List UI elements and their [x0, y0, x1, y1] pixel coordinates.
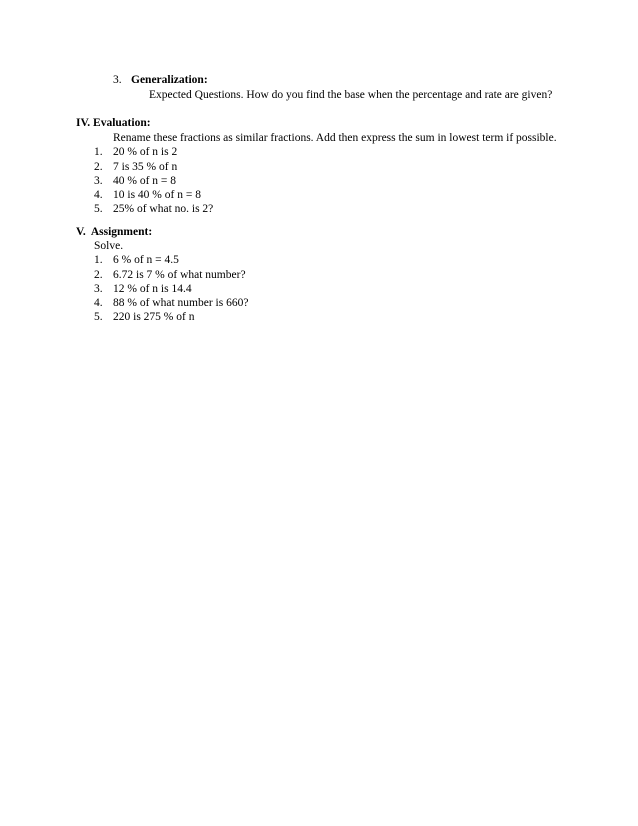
evaluation-item-number: 1. — [94, 146, 103, 158]
assignment-item-text: 220 is 275 % of n — [113, 311, 195, 323]
assignment-item-text: 6.72 is 7 % of what number? — [113, 269, 246, 281]
evaluation-instructions: Rename these fractions as similar fractions. Add then express the sum in lowest term if possible. — [113, 132, 557, 144]
generalization-number: 3. — [113, 74, 122, 86]
assignment-item-number: 3. — [94, 283, 103, 295]
evaluation-item-text: 7 is 35 % of n — [113, 161, 178, 173]
assignment-item-number: 1. — [94, 254, 103, 266]
evaluation-item-text: 40 % of n = 8 — [113, 175, 177, 187]
evaluation-heading: IV. Evaluation: — [76, 117, 151, 129]
assignment-item-text: 6 % of n = 4.5 — [113, 254, 179, 266]
evaluation-item-text: 20 % of n is 2 — [113, 146, 178, 158]
assignment-item-number: 4. — [94, 297, 103, 309]
evaluation-item-text: 25% of what no. is 2? — [113, 203, 214, 215]
evaluation-item-number: 2. — [94, 161, 103, 173]
assignment-item-text: 88 % of what number is 660? — [113, 297, 249, 309]
generalization-heading: Generalization: — [131, 74, 208, 86]
evaluation-item-number: 5. — [94, 203, 103, 215]
assignment-heading: V. Assignment: — [76, 226, 153, 238]
assignment-item-text: 12 % of n is 14.4 — [113, 283, 192, 295]
assignment-instructions: Solve. — [94, 240, 124, 252]
generalization-text: Expected Questions. How do you find the base when the percentage and rate are given? — [149, 89, 553, 101]
evaluation-item-number: 3. — [94, 175, 103, 187]
assignment-item-number: 5. — [94, 311, 103, 323]
evaluation-item-number: 4. — [94, 189, 103, 201]
assignment-item-number: 2. — [94, 269, 103, 281]
evaluation-item-text: 10 is 40 % of n = 8 — [113, 189, 201, 201]
